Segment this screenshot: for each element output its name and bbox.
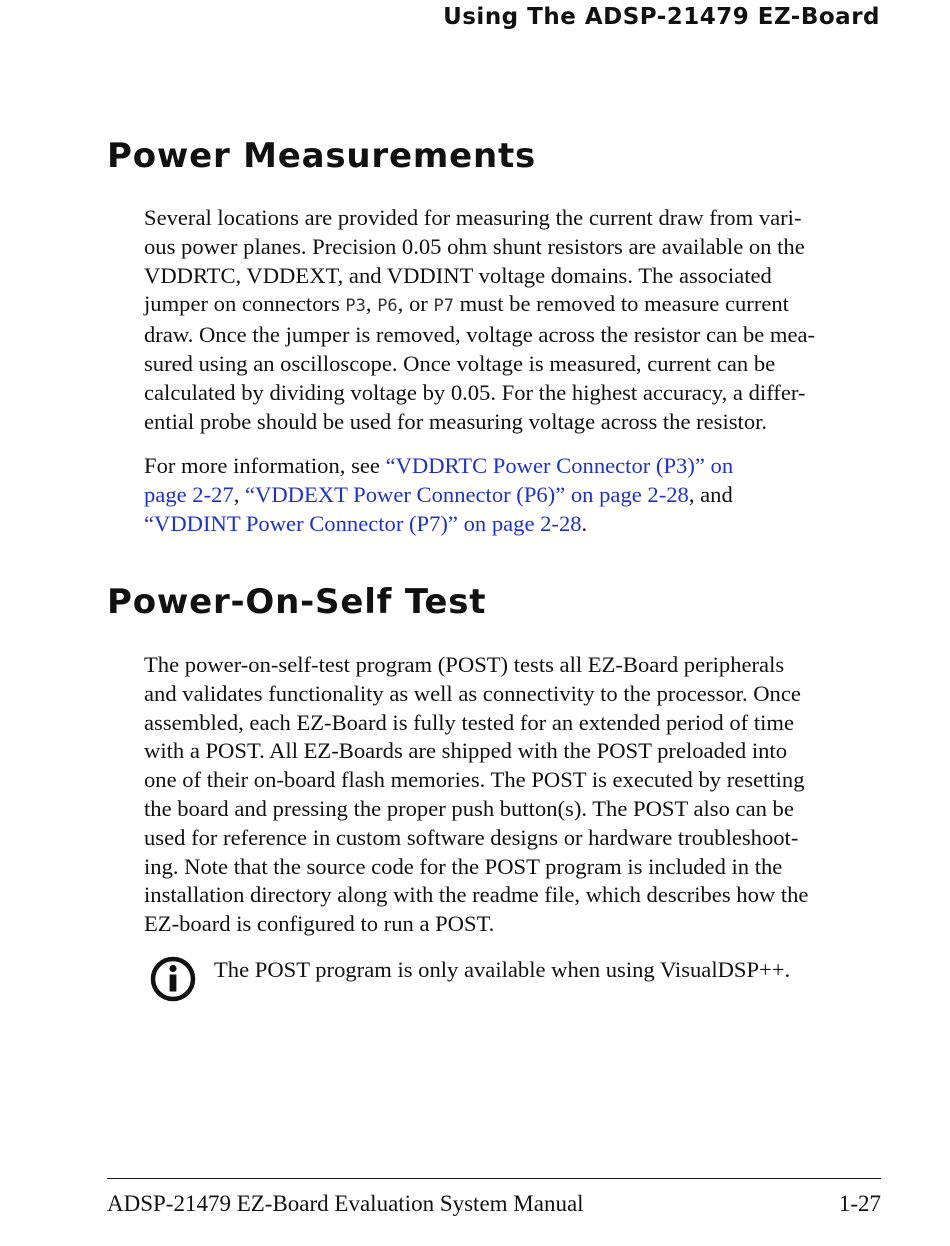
text-line: with a POST. All EZ-Boards are shipped with the POST preloaded into [144,738,788,764]
text-line: and validates functionality as well as connectivity to the processor. Once [144,680,801,706]
info-icon [150,956,196,1002]
text-fragment: , [233,481,246,507]
note-text: The POST program is only available when using VisualDSP++. [214,957,791,982]
text-line: the board and pressing the proper push button(s). The POST also can be [144,795,794,821]
text-line: installation directory along with the readme file, which describes how the [144,882,809,908]
text-line: Several locations are provided for measuring the current draw from vari- [144,205,802,230]
running-header: Using The ADSP-21479 EZ-Board [443,4,880,30]
text-fragment: must be removed to measure current [453,291,789,317]
text-line: EZ-board is configured to run a POST. [144,911,495,937]
text-fragment: . [581,510,588,536]
power-measurements-paragraph [144,204,884,436]
text-line: sured using an oscilloscope. Once voltage is measured, current can be [144,350,776,376]
text-fragment: , [365,291,378,317]
text-line [144,452,884,481]
text-fragment: For more information, see [144,453,386,478]
text-fragment: jumper on connectors [144,291,346,317]
link-vddint-power-connector[interactable]: “VDDINT Power Connector (P7)” on page 2-28 [144,510,582,536]
more-information-paragraph [144,452,884,538]
link-vddext-power-connector[interactable]: “VDDEXT Power Connector (P6)” on page 2-28 [245,481,689,507]
text-line [144,290,884,321]
section-heading-power-measurements: Power Measurements [107,136,537,176]
post-paragraph [144,651,884,939]
footer-divider [107,1178,881,1179]
text-line [144,481,884,510]
text-line: ous power planes. Precision 0.05 ohm shunt resistors are available on the [144,233,805,259]
connector-p7-code: P7 [433,296,454,317]
text-line: The power-on-self-test program (POST) tests all EZ-Board peripherals [144,652,785,677]
text-line: VDDRTC, VDDEXT, and VDDINT voltage domains. The associated [144,262,772,288]
connector-p3-code: P3 [345,296,366,317]
text-line: draw. Once the jumper is removed, voltage across the resistor can be mea- [144,322,816,348]
link-vddrtc-power-connector[interactable]: “VDDRTC Power Connector (P3)” on [385,453,734,478]
section-heading-power-on-self-test: Power-On-Self Test [107,582,487,622]
footer-page-number: 1-27 [838,1191,881,1216]
link-vddrtc-power-connector-page[interactable]: page 2-27 [144,481,234,507]
text-line: used for reference in custom software designs or hardware troubleshoot- [144,824,799,850]
connector-p6-code: P6 [377,296,398,317]
footer-manual-title: ADSP-21479 EZ-Board Evaluation System Manual [107,1191,584,1216]
text-line: ing. Note that the source code for the POST program is included in the [144,853,783,879]
text-line: calculated by dividing voltage by 0.05. For the highest accuracy, a differ- [144,379,806,405]
text-line [144,510,884,539]
text-line: assembled, each EZ-Board is fully tested for an extended period of time [144,709,794,735]
text-fragment: , and [688,481,733,507]
text-line: one of their on-board flash memories. The POST is executed by resetting [144,767,805,793]
text-fragment: , or [397,291,434,317]
text-line: ential probe should be used for measuring voltage across the resistor. [144,408,768,434]
